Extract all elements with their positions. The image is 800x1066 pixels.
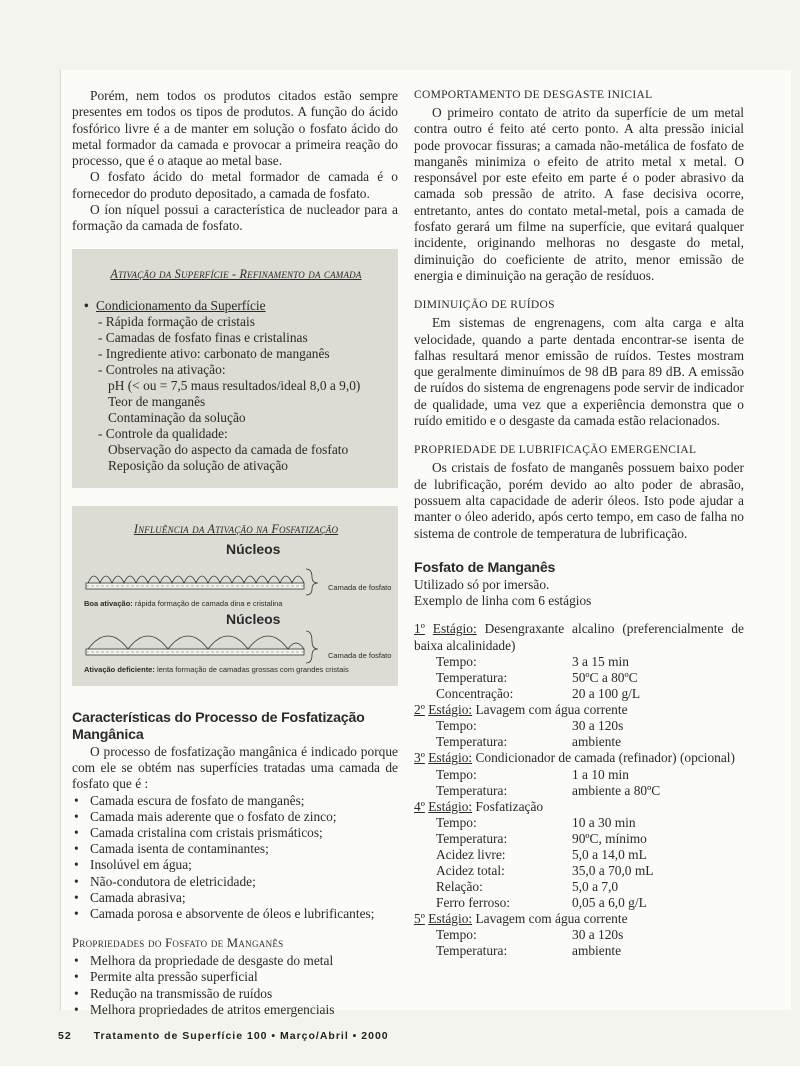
stage-1 [414,621,744,702]
paragraph: Os cristais de fosfato de manganês possuem baixo poder de lubrificação, porém devido ao alto poder de abrasão, possuem alta capacidade de aderir óleos. Isto pode ajudar a manter o óleo aderido, após certo tempo, em caso de falha no sistema de controle de temperatura de lubrificação. [414,460,744,541]
list-item: • Insolúvel em água; [72,857,398,873]
paragraph: O fosfato ácido do metal formador de camada é o fornecedor do produto depositado, a camada de fosfato. [72,169,398,201]
nucleation-diagram [84,540,392,676]
list-item: pH (< ou = 7,5 maus resultados/ideal 8,0 a 9,0) [108,377,361,393]
bullet-label: Condicionamento da Superfície [96,297,266,313]
list-item: • Camada cristalina com cristais prismáticos; [72,825,398,841]
section-heading: Características do Processo de Fosfatização Mangânica [72,709,365,743]
stage-5 [414,911,744,959]
paragraph: Exemplo de linha com 6 estágios [414,593,592,609]
list-item: Reposição da solução de ativação [108,457,288,473]
list-item: • Camada escura de fosfato de manganês; [72,793,398,809]
stage-row: Relação: 5,0 a 7,0 [436,878,619,894]
stage-row: Concentração: 20 a 100 g/L [436,686,641,702]
subsection-heading: COMPORTAMENTO DE DESGASTE INICIAL [414,89,653,101]
list-item: - Controles na ativação: [98,361,226,377]
stage-row: Temperatura: ambiente [436,734,622,750]
list-item: - Camadas de fosfato finas e cristalinas [98,329,308,345]
properties-list [72,953,398,1018]
stage-row: Acidez livre: 5,0 a 14,0 mL [436,846,647,862]
list-item: • Camada isenta de contaminantes; [72,841,398,857]
left-column [72,88,398,1018]
list-item: • Camada porosa e absorvente de óleos e lubrificantes; [72,906,398,922]
list-item: Teor de manganês [108,393,206,409]
stage-2 [414,702,744,750]
nuclei-label: Núcleos [226,540,281,557]
stage-title: 1º Estágio: Desengraxante alcalino (preferencialmente de baixa alcalinidade) [414,621,744,653]
paragraph: O íon níquel possui a característica de nucleador para a formação da camada de fosfato. [72,202,398,234]
stage-title: 2º Estágio: Lavagem com água corrente [414,702,628,718]
layer-label: Camada de fosfato [328,582,392,592]
stage-row: Tempo: 3 a 15 min [436,654,629,670]
stage-4 [414,799,744,911]
subsection-heading: PROPRIEDADE DE LUBRIFICAÇÃO EMERGENCIAL [414,444,697,457]
stage-row: Ferro ferroso: 0,05 a 6,0 g/L [436,894,647,910]
list-item: • Redução na transmissão de ruídos [72,986,398,1002]
stage-row: Tempo: 30 a 120s [436,718,624,734]
stage-3 [414,750,744,798]
list-item: Contaminação da solução [108,409,246,425]
influence-box [72,506,398,686]
good-activation-caption: Boa ativação: rápida formação de camada dina e cristalina [84,598,283,608]
page-number: 52 [58,1030,72,1042]
paragraph: Porém, nem todos os produtos citados estão sempre presentes em todos os tipos de produtos. A função do ácido fosfórico livre é a de manter em solução o fosfato ácido do metal formador da camada e provocar a primeira reação do processo, que é o ataque ao metal base. [72,88,398,169]
poor-activation-caption: Ativação deficiente: lenta formação de camadas grossas com grandes cristais [84,664,349,674]
subsection-heading: Propriedades do Fosfato de Manganês [72,936,284,951]
stage-row: Tempo: 1 a 10 min [436,766,629,782]
stage-row: Temperatura: ambiente a 80ºC [436,782,661,798]
stage-title: 4º Estágio: Fosfatização [414,798,544,814]
list-item: - Rápida formação de cristais [98,313,255,329]
page-footer [58,1030,389,1042]
list-item: • Camada abrasiva; [72,890,398,906]
paragraph: O processo de fosfatização mangânica é indicado porque com ele se obtém nas superfícies tratadas uma camada de fosfato que é : [72,743,398,792]
stage-row: Tempo: 10 a 30 min [436,814,636,830]
list-item: - Controle da qualidade: [98,425,228,441]
list-item: • Não-condutora de eletricidade; [72,874,398,890]
stage-title: 3º Estágio: Condicionador de camada (refinador) (opcional) [414,750,735,766]
right-column [414,88,744,959]
characteristics-list [72,793,398,923]
layer-label: Camada de fosfato [328,650,392,660]
stage-row: Temperatura: 90ºC, mínimo [436,830,647,846]
stage-row: Acidez total: 35,0 a 70,0 mL [436,862,654,878]
stage-row: Temperatura: 50ºC a 80ºC [436,670,638,686]
stage-title: 5º Estágio: Lavagem com água corrente [414,910,628,926]
stage-row: Temperatura: ambiente [436,943,622,959]
activation-box [72,249,398,488]
influence-box-title: Influência da Ativação na Fosfatização [133,521,339,536]
list-item: • Melhora da propriedade de desgaste do metal [72,953,398,969]
list-item: • Permite alta pressão superficial [72,969,398,985]
paragraph: O primeiro contato de atrito da superfície de um metal contra outro é feito até certo ponto. A alta pressão inicial pode provocar fissuras; a camada não-metálica de fosfato de manganês minimiza o efeito de atrito metal x metal. O responsável por este efeito em parte é o poder abrasivo da camada sob pressão de atrito. A fase decisiva ocorre, entretanto, antes do contato metal-metal, pois a camada de fosfato gerará um filme na superfície, que evitará qualquer incidente, originando melhoras no desgaste do metal, diminuição do coeficiente de atrito, menor emissão de energia e diminuição na geração de resíduos. [414,105,744,283]
nuclei-label: Núcleos [226,610,281,627]
paragraph: Em sistemas de engrenagens, com alta carga e alta velocidade, quando a parte dentada encontrar-se isenta de falhas resultará menor emissão de ruídos. Testes mostram que geralmente diminuímos de 98 dB para 89 dB. A emissão de ruídos do sistema de engrenagens pode servir de indicador de qualidade, uma vez que a experiência demonstra que o ruído emitido e o desgaste da camada estão relacionados. [414,315,744,429]
section-heading: Fosfato de Manganês [414,559,556,576]
list-item: Observação do aspecto da camada de fosfato [108,441,349,457]
bullet-item: • Condicionamento da Superfície [84,297,266,313]
paragraph: Utilizado só por imersão. [414,576,550,592]
subsection-heading: DIMINUIÇÃO DE RUÍDOS [414,299,555,312]
list-item: - Ingrediente ativo: carbonato de manganês [98,345,330,361]
list-item: • Camada mais aderente que o fosfato de zinco; [72,809,398,825]
list-item: • Melhora propriedades de atritos emergenciais [72,1002,398,1018]
publication-info: Tratamento de Superfície 100 • Março/Abril • 2000 [93,1030,389,1042]
stage-row: Tempo: 30 a 120s [436,927,624,943]
activation-box-title: Ativação da Superfície - Refinamento da camada [110,266,362,281]
